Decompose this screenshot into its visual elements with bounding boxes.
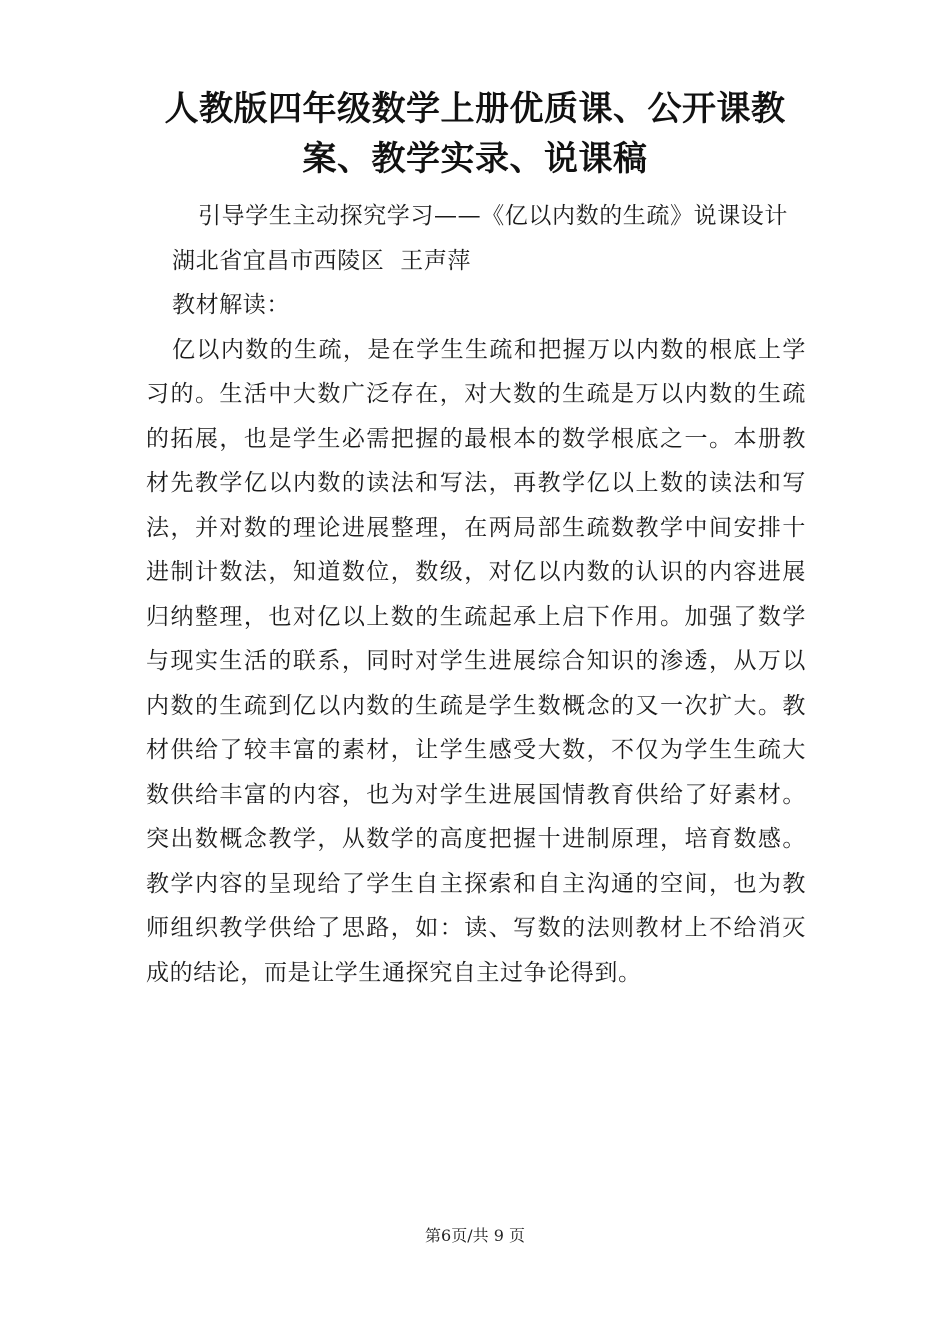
main-paragraph: 亿以内数的生疏，是在学生生疏和把握万以内数的根底上学习的。生活中大数广泛存在，对大数的生疏是万以内数的生疏的拓展，也是学生必需把握的最根本的数学根底之一。本册教材先教学亿以内数的读法和写法，再教学亿以上数的读法和写法，并对数的理论进展整理，在两局部生疏数教学中间安排十进制计数法，知道数位，数级，对亿以内数的认识的内容进展归纳整理，也对亿以上数的生疏起承上启下作用。加强了数学与现实生活的联系，同时对学生进展综合知识的渗透，从万以内数的生疏到亿以内数的生疏是学生数概念的又一次扩大。教材供给了较丰富的素材，让学生感受大数，不仅为学生生疏大数供给丰富的内容，也为对学生进展国情教育供给了好素材。突出数概念教学，从数学的高度把握十进制原理，培育数感。教学内容的呈现给了学生自主探索和自主沟通的空间，也为教师组织教学供给了思路，如：读、写数的法则教材上不给消灭成的结论，而是让学生通探究自主过争论得到。 [146,336,806,986]
subtitle: 引导学生主动探究学习——《亿以内数的生疏》说课设计 [198,203,788,229]
document-title: 人教版四年级数学上册优质课、公开课教案、教学实录、说课稿 [164,89,786,179]
section-heading: 教材解读： [172,292,290,318]
author-line: 湖北省宜昌市西陵区 王声萍 [172,247,472,274]
document-body [146,194,806,995]
page-footer: 第6页/共 9 页 [425,1226,525,1245]
